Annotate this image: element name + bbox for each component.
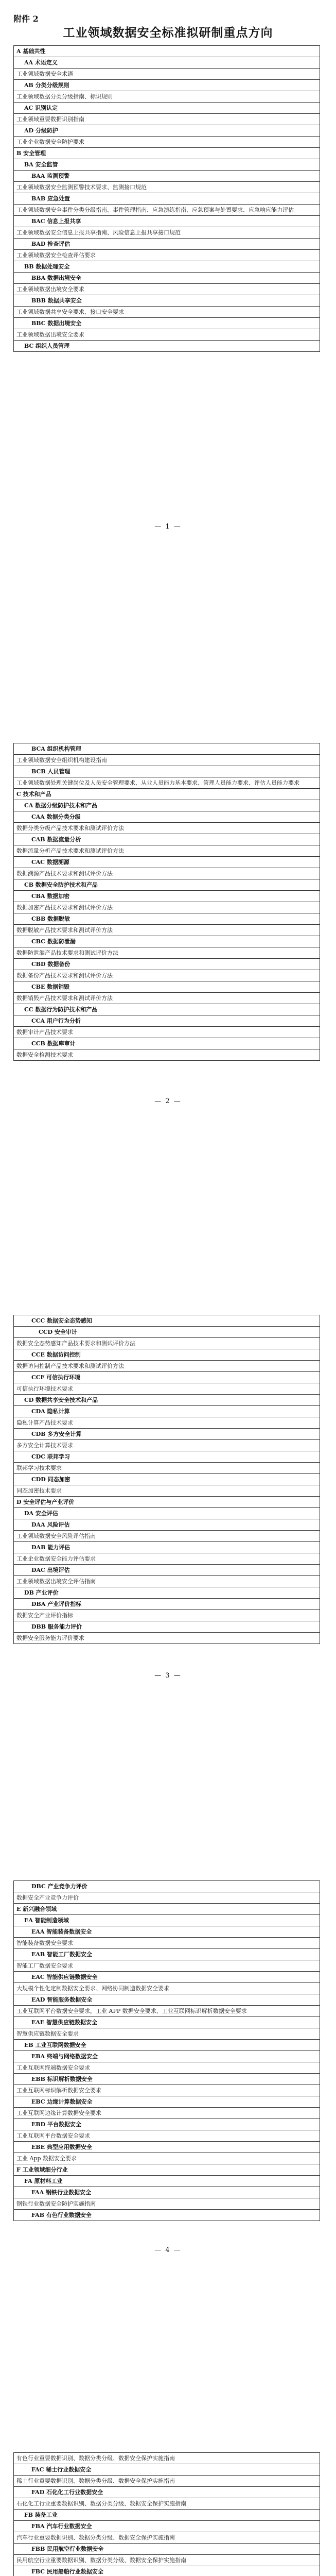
category-row xyxy=(14,1972,320,1983)
description-row xyxy=(14,307,320,318)
page-3 xyxy=(0,1149,336,1723)
category-cell: FBA 汽车行业数据安全 xyxy=(14,2521,320,2532)
category-row xyxy=(14,2051,320,2062)
category-cell: BBA 数据出境安全 xyxy=(14,273,320,284)
category-row xyxy=(14,171,320,182)
category-row xyxy=(14,318,320,329)
category-cell: AD 分级防护 xyxy=(14,125,320,137)
category-row xyxy=(14,2164,320,2176)
description-cell: 大规模个性化定制数据安全要求、网络协同制造数据安全要求 xyxy=(14,1983,320,1994)
description-row xyxy=(14,1938,320,1949)
standards-table xyxy=(13,1315,320,1644)
description-row xyxy=(14,250,320,261)
category-cell: AA 术语定义 xyxy=(14,57,320,69)
category-cell: DAC 出境评估 xyxy=(14,1565,320,1576)
description-cell: 民用航空行业重要数据识别、数据分类分级、数据安全保护实施指南 xyxy=(14,2555,320,2566)
description-row xyxy=(14,868,320,879)
category-row xyxy=(14,1497,320,1508)
category-cell: A 基础共性 xyxy=(14,46,320,57)
category-cell: DBC 产业竞争力评价 xyxy=(14,1881,320,1892)
category-cell: FBB 民用航空行业数据安全 xyxy=(14,2544,320,2555)
category-cell: CB 数据安全防护技术和产品 xyxy=(14,879,320,891)
description-row xyxy=(14,2108,320,2119)
category-cell: BBB 数据共享安全 xyxy=(14,295,320,307)
category-cell: BBC 数据出境安全 xyxy=(14,318,320,329)
description-row xyxy=(14,2006,320,2017)
description-cell: 工业领域数据安全监测预警技术要求、监测接口规范 xyxy=(14,182,320,193)
category-row xyxy=(14,2119,320,2130)
description-cell: 数据流量分析产品技术要求和测试评价方法 xyxy=(14,845,320,857)
description-cell: 多方安全计算技术要求 xyxy=(14,1440,320,1451)
category-row xyxy=(14,1915,320,1926)
category-cell: EAB 智能工厂数据安全 xyxy=(14,1949,320,1960)
category-cell: FAD 石化化工行业数据安全 xyxy=(14,2487,320,2498)
description-row xyxy=(14,1027,320,1038)
description-row xyxy=(14,91,320,103)
category-cell: BB 数据处理安全 xyxy=(14,261,320,273)
description-cell: 工业互联网边缘计算数据安全要求 xyxy=(14,2108,320,2119)
category-row xyxy=(14,80,320,91)
category-cell: CCB 数据库审计 xyxy=(14,1038,320,1049)
description-row xyxy=(14,2476,320,2487)
category-cell: EBA 终端与网络数据安全 xyxy=(14,2051,320,2062)
description-cell: 工业领域数据安全事件分类分级指南、事件管理指南、应急演练指南、应急预案与处置要求、应急响应能力评估 xyxy=(14,205,320,216)
description-row xyxy=(14,1383,320,1395)
category-row xyxy=(14,1904,320,1915)
category-cell: CAA 数据分类分级 xyxy=(14,811,320,823)
category-cell: CDD 同态加密 xyxy=(14,1474,320,1485)
description-cell: 工业领域重要数据识别指南 xyxy=(14,114,320,125)
category-cell: BAA 监测预警 xyxy=(14,171,320,182)
category-row xyxy=(14,2074,320,2085)
description-cell: 工业互联网平台数据安全要求，工业 APP 数据安全要求、工业互联网标识解析数据安全要求 xyxy=(14,2006,320,2017)
category-row xyxy=(14,1542,320,1553)
category-cell: EA 智能制造领域 xyxy=(14,1915,320,1926)
category-row xyxy=(14,1926,320,1938)
description-cell: 工业企业数据安全防护要求 xyxy=(14,137,320,148)
category-cell: BAD 检查评估 xyxy=(14,239,320,250)
category-row xyxy=(14,2210,320,2221)
description-row xyxy=(14,845,320,857)
description-row xyxy=(14,114,320,125)
category-row xyxy=(14,1395,320,1406)
document-title: 工业领域数据安全标准拟研制重点方向 xyxy=(63,26,273,40)
category-row xyxy=(14,1327,320,1338)
description-cell: 数据防泄漏产品技术要求和测试评价方法 xyxy=(14,947,320,959)
description-row xyxy=(14,182,320,193)
description-cell: 工业领域数据出境安全评估指南 xyxy=(14,1576,320,1587)
category-row xyxy=(14,2176,320,2187)
description-cell: 工业领域数据处理关键岗位及人员安全管理要求、从业人员能力基本要求、管理人员能力要求、评估人员能力要求 xyxy=(14,777,320,789)
category-cell: CCF 可信执行环境 xyxy=(14,1372,320,1383)
description-cell: 联邦学习技术要求 xyxy=(14,1463,320,1474)
description-cell: 智能装备数据安全要求 xyxy=(14,1938,320,1949)
description-cell: 工业领域数据安全检查评估要求 xyxy=(14,250,320,261)
description-row xyxy=(14,2555,320,2566)
category-cell: CA 数据分级防护技术和产品 xyxy=(14,800,320,811)
category-cell: BA 安全监管 xyxy=(14,159,320,171)
category-row xyxy=(14,2017,320,2028)
description-row xyxy=(14,2028,320,2040)
description-cell: 可信执行环境技术要求 xyxy=(14,1383,320,1395)
category-row xyxy=(14,46,320,57)
category-row xyxy=(14,1038,320,1049)
category-row xyxy=(14,1315,320,1327)
description-row xyxy=(14,1960,320,1972)
category-row xyxy=(14,1004,320,1015)
category-cell: FB 装备工业 xyxy=(14,2510,320,2521)
category-cell: DBA 产业评价指标 xyxy=(14,1599,320,1610)
category-cell: CDB 多方安全计算 xyxy=(14,1429,320,1440)
description-cell: 同态加密技术要求 xyxy=(14,1485,320,1497)
description-cell: 工业领域数据安全信息上报共享指南、风险信息上报共享接口规范 xyxy=(14,227,320,239)
description-cell: 数据审计产品技术要求 xyxy=(14,1027,320,1038)
description-cell: 隐私计算产品技术要求 xyxy=(14,1417,320,1429)
category-cell: AC 识别认定 xyxy=(14,103,320,114)
description-row xyxy=(14,1531,320,1542)
category-row xyxy=(14,1881,320,1892)
category-cell: EBB 标识解析数据安全 xyxy=(14,2074,320,2085)
category-row xyxy=(14,295,320,307)
category-cell: C 技术和产品 xyxy=(14,789,320,800)
category-cell: AB 分类分级规则 xyxy=(14,80,320,91)
category-cell: FAB 有色行业数据安全 xyxy=(14,2210,320,2221)
category-cell: FA 原材料工业 xyxy=(14,2176,320,2187)
description-cell: 钢铁行业数据安全防护实施指南 xyxy=(14,2198,320,2210)
category-row xyxy=(14,2566,320,2576)
category-cell: DA 安全评估 xyxy=(14,1508,320,1519)
category-row xyxy=(14,743,320,755)
category-cell: CDA 隐私计算 xyxy=(14,1406,320,1417)
category-row xyxy=(14,261,320,273)
description-row xyxy=(14,1553,320,1565)
description-cell: 工业领域数据安全术语 xyxy=(14,69,320,80)
description-cell: 石化化工行业重要数据识别、数据分类分级、数据安全保护实施指南 xyxy=(14,2498,320,2510)
category-row xyxy=(14,1599,320,1610)
description-cell: 数据安全产业评价指标 xyxy=(14,1610,320,1621)
category-cell: CBD 数据备份 xyxy=(14,959,320,970)
category-cell: CDC 联邦学习 xyxy=(14,1451,320,1463)
category-row xyxy=(14,2510,320,2521)
description-row xyxy=(14,1983,320,1994)
description-cell: 数据分类分级产品技术要求和测试评价方法 xyxy=(14,823,320,834)
description-cell: 工业互联网平台数据安全要求 xyxy=(14,2130,320,2142)
description-row xyxy=(14,2198,320,2210)
description-row xyxy=(14,1338,320,1349)
category-cell: FAC 稀土行业数据安全 xyxy=(14,2464,320,2476)
description-row xyxy=(14,1633,320,1644)
category-row xyxy=(14,1349,320,1361)
category-cell: CCE 数据访问控制 xyxy=(14,1349,320,1361)
category-cell: FBC 民用船舶行业数据安全 xyxy=(14,2566,320,2576)
description-cell: 数据访问控制产品技术要求和测试评价方法 xyxy=(14,1361,320,1372)
category-row xyxy=(14,913,320,925)
description-cell: 数据安全服务能力评价要求 xyxy=(14,1633,320,1644)
description-row xyxy=(14,925,320,936)
description-cell: 数据销毁产品技术要求和测试评价方法 xyxy=(14,993,320,1004)
category-row xyxy=(14,1621,320,1633)
category-cell: CCC 数据安全态势感知 xyxy=(14,1315,320,1327)
category-cell: EBC 边缘计算数据安全 xyxy=(14,2096,320,2108)
category-row xyxy=(14,2096,320,2108)
description-row xyxy=(14,205,320,216)
category-cell: BAC 信息上报共享 xyxy=(14,216,320,227)
category-cell: EAC 智能供应链数据安全 xyxy=(14,1972,320,1983)
page-2 xyxy=(0,574,336,1149)
category-row xyxy=(14,159,320,171)
category-row xyxy=(14,2464,320,2476)
description-row xyxy=(14,823,320,834)
category-cell: EBD 平台数据安全 xyxy=(14,2119,320,2130)
page-1 xyxy=(0,0,336,574)
description-row xyxy=(14,329,320,341)
category-cell: EAD 智能服务数据安全 xyxy=(14,1994,320,2006)
standards-table xyxy=(13,45,320,352)
description-row xyxy=(14,1440,320,1451)
category-cell: DAA 风险评估 xyxy=(14,1519,320,1531)
category-row xyxy=(14,1519,320,1531)
category-row xyxy=(14,936,320,947)
category-cell: DB 产业评价 xyxy=(14,1587,320,1599)
category-row xyxy=(14,239,320,250)
category-row xyxy=(14,2544,320,2555)
description-cell: 工业领域数据分类分级指南、标识规则 xyxy=(14,91,320,103)
description-row xyxy=(14,2532,320,2544)
standards-table xyxy=(13,2452,320,2576)
page-number: — 4 — xyxy=(154,2246,182,2254)
category-row xyxy=(14,891,320,902)
category-cell: CBC 数据防泄漏 xyxy=(14,936,320,947)
description-row xyxy=(14,69,320,80)
description-cell: 工业领域数据安全组织机构建设指南 xyxy=(14,755,320,766)
category-cell: CAB 数据流量分析 xyxy=(14,834,320,845)
category-cell: BAB 应急处置 xyxy=(14,193,320,205)
category-row xyxy=(14,811,320,823)
description-cell: 工业互联网标识解析数据安全要求 xyxy=(14,2085,320,2096)
page-number: — 3 — xyxy=(154,1672,182,1680)
category-row xyxy=(14,57,320,69)
category-row xyxy=(14,1508,320,1519)
category-row xyxy=(14,789,320,800)
description-cell: 工业领域数据出境安全要求 xyxy=(14,284,320,295)
description-row xyxy=(14,1610,320,1621)
category-row xyxy=(14,216,320,227)
category-row xyxy=(14,1474,320,1485)
description-cell: 稀土行业重要数据识别、数据分类分级、数据安全保护实施指南 xyxy=(14,2476,320,2487)
page-4 xyxy=(0,1723,336,2298)
category-cell: BCB 人员管理 xyxy=(14,766,320,777)
category-cell: EBE 典型应用数据安全 xyxy=(14,2142,320,2153)
standards-table xyxy=(13,743,320,1061)
category-cell: CD 数据共享安全技术和产品 xyxy=(14,1395,320,1406)
description-row xyxy=(14,2153,320,2164)
category-row xyxy=(14,879,320,891)
description-row xyxy=(14,137,320,148)
category-cell: EAA 智能装备数据安全 xyxy=(14,1926,320,1938)
description-cell: 工业领域数据出境安全要求 xyxy=(14,329,320,341)
description-cell: 数据安全态势感知产品技术要求和测试评价方法 xyxy=(14,1338,320,1349)
description-cell: 有色行业重要数据识别、数据分类分级、数据安全保护实施指南 xyxy=(14,2453,320,2464)
description-row xyxy=(14,1049,320,1061)
description-cell: 工业互联网终端数据安全要求 xyxy=(14,2062,320,2074)
description-cell: 数据加密产品技术要求和测试评价方法 xyxy=(14,902,320,913)
category-cell: CBB 数据脱敏 xyxy=(14,913,320,925)
category-row xyxy=(14,1949,320,1960)
category-row xyxy=(14,1565,320,1576)
category-row xyxy=(14,341,320,352)
description-row xyxy=(14,1361,320,1372)
annex-label: 附件 2 xyxy=(13,14,39,24)
category-row xyxy=(14,766,320,777)
description-row xyxy=(14,284,320,295)
category-row xyxy=(14,1372,320,1383)
description-row xyxy=(14,777,320,789)
category-row xyxy=(14,2521,320,2532)
category-row xyxy=(14,2487,320,2498)
description-row xyxy=(14,2085,320,2096)
category-cell: CCA 用户行为分析 xyxy=(14,1015,320,1027)
category-row xyxy=(14,1587,320,1599)
category-cell: BC 组织人员管理 xyxy=(14,341,320,352)
category-row xyxy=(14,103,320,114)
category-cell: FAA 钢铁行业数据安全 xyxy=(14,2187,320,2198)
category-cell: EB 工业互联网数据安全 xyxy=(14,2040,320,2051)
description-row xyxy=(14,947,320,959)
category-cell: CBA 数据加密 xyxy=(14,891,320,902)
category-row xyxy=(14,981,320,993)
category-cell: CAC 数据溯源 xyxy=(14,857,320,868)
description-cell: 数据安全产业竞争力评价 xyxy=(14,1892,320,1904)
description-cell: 数据安全检测技术要求 xyxy=(14,1049,320,1061)
category-cell: F 工业领域细分行业 xyxy=(14,2164,320,2176)
category-cell: DBB 服务能力评价 xyxy=(14,1621,320,1633)
description-row xyxy=(14,2130,320,2142)
description-row xyxy=(14,227,320,239)
category-row xyxy=(14,1015,320,1027)
description-row xyxy=(14,1463,320,1474)
category-row xyxy=(14,1994,320,2006)
category-cell: EAE 智慧供应链数据安全 xyxy=(14,2017,320,2028)
description-row xyxy=(14,993,320,1004)
category-row xyxy=(14,1429,320,1440)
category-cell: CC 数据行为防护技术和产品 xyxy=(14,1004,320,1015)
description-row xyxy=(14,970,320,981)
category-row xyxy=(14,857,320,868)
page-number: — 1 — xyxy=(154,523,182,531)
description-cell: 数据备份产品技术要求和测试评价方法 xyxy=(14,970,320,981)
description-row xyxy=(14,902,320,913)
description-cell: 数据溯源产品技术要求和测试评价方法 xyxy=(14,868,320,879)
description-cell: 数据脱敏产品技术要求和测试评价方法 xyxy=(14,925,320,936)
description-row xyxy=(14,1485,320,1497)
description-row xyxy=(14,1892,320,1904)
category-row xyxy=(14,125,320,137)
category-cell: BCA 组织机构管理 xyxy=(14,743,320,755)
category-row xyxy=(14,148,320,159)
description-cell: 工业企业数据安全能力评估要求 xyxy=(14,1553,320,1565)
description-cell: 智能工厂数据安全要求 xyxy=(14,1960,320,1972)
category-cell: B 安全管理 xyxy=(14,148,320,159)
category-row xyxy=(14,2142,320,2153)
description-row xyxy=(14,1417,320,1429)
description-row xyxy=(14,2453,320,2464)
standards-table xyxy=(13,1880,320,2221)
category-cell: E 新兴融合领域 xyxy=(14,1904,320,1915)
category-cell: CCD 安全审计 xyxy=(14,1327,320,1338)
page-5 xyxy=(0,2298,336,2576)
description-row xyxy=(14,1576,320,1587)
description-row xyxy=(14,755,320,766)
category-row xyxy=(14,959,320,970)
category-row xyxy=(14,834,320,845)
description-row xyxy=(14,2062,320,2074)
category-cell: D 安全评估与产业评价 xyxy=(14,1497,320,1508)
category-cell: CBE 数据销毁 xyxy=(14,981,320,993)
description-cell: 工业领域数据安全风险评估指南 xyxy=(14,1531,320,1542)
page-number: — 2 — xyxy=(154,1097,182,1105)
category-row xyxy=(14,800,320,811)
category-row xyxy=(14,2040,320,2051)
description-cell: 智慧供应链数据安全要求 xyxy=(14,2028,320,2040)
description-cell: 工业 App 数据安全要求 xyxy=(14,2153,320,2164)
description-cell: 工业领域数据共享安全要求、接口安全要求 xyxy=(14,307,320,318)
category-cell: DAB 能力评估 xyxy=(14,1542,320,1553)
category-row xyxy=(14,2187,320,2198)
description-cell: 汽车行业重要数据识别、数据分类分级、数据安全保护实施指南 xyxy=(14,2532,320,2544)
category-row xyxy=(14,1406,320,1417)
category-row xyxy=(14,193,320,205)
category-row xyxy=(14,1451,320,1463)
description-row xyxy=(14,2498,320,2510)
category-row xyxy=(14,273,320,284)
